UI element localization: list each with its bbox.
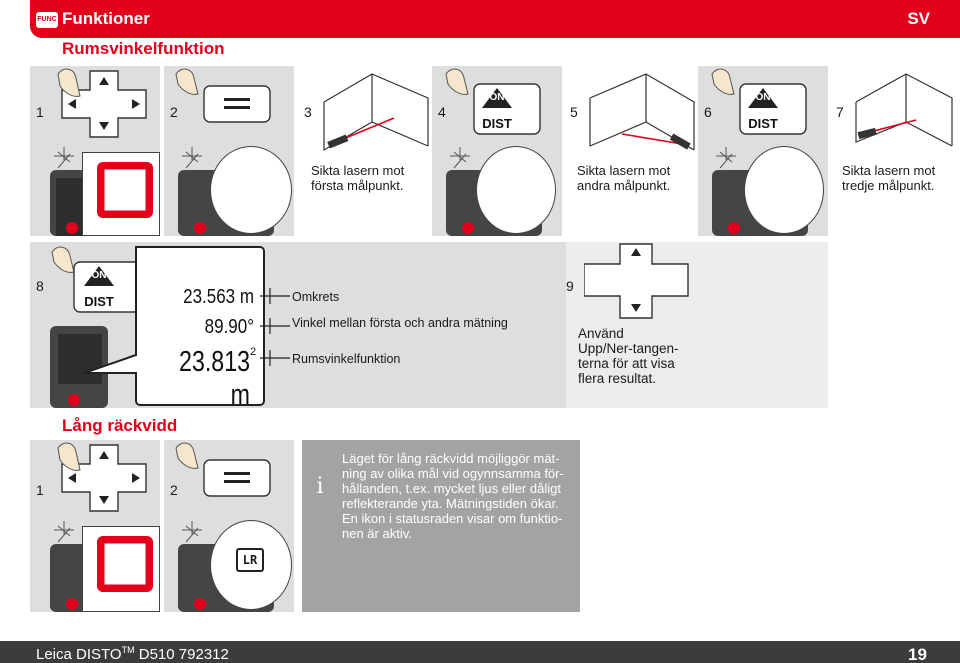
instruction-text: Sikta lasern mot tredje målpunkt. [842,163,936,193]
product-model: D510 792312 [134,646,229,663]
on-label: ON [489,92,505,103]
dpad-icon [46,66,161,141]
instruction-text: Sikta lasern mot första målpunkt. [311,163,405,193]
room-angle-icon [95,160,155,220]
step-number: 7 [836,104,844,120]
room-corner-laser-icon [316,70,440,156]
step-number: 6 [704,104,712,120]
step-number: 2 [170,482,178,498]
step-number: 4 [438,104,446,120]
label-angle: Vinkel mellan första och andra mätning [292,316,508,330]
display-disc [744,146,824,234]
display-disc [476,146,556,234]
on-label: ON [755,92,771,103]
section-title-long-range: Lång räckvidd [62,416,181,436]
page-title: Funktioner [62,9,150,28]
trademark: TM [121,645,135,655]
label-perimeter: Omkrets [292,290,340,304]
display-superscript: 2 [250,346,257,358]
display-disc [210,146,292,234]
room-angle-icon [95,534,155,594]
dist-label: DIST [84,294,114,309]
long-range-icon: LR [236,548,264,572]
room-corner-laser-icon [582,70,706,156]
label-room-angle: Rumsvinkelfunktion [292,352,401,366]
step-number: 5 [570,104,578,120]
step-number: 1 [36,104,44,120]
footer-product [36,645,229,663]
step-number: 3 [304,104,312,120]
step-number: 1 [36,482,44,498]
func-icon: FUNC [36,12,58,28]
page-number: 19 [908,645,927,663]
equals-button-icon [168,440,278,515]
header-bar [30,0,960,38]
equals-button-icon [168,66,278,141]
dpad-icon [46,440,161,515]
display-line-perimeter: 23.563 m [183,286,254,308]
info-icon: i [316,474,324,499]
step-number: 2 [170,104,178,120]
language-tag: SV [907,9,930,28]
dist-label: DIST [748,116,778,131]
product-name: Leica DISTO [36,646,122,663]
step-number: 8 [36,278,44,294]
step-number: 9 [566,278,574,294]
display-line-angle: 89.90° [204,316,254,338]
section-title-room-angle: Rumsvinkelfunktion [62,39,230,59]
display-line-area: 23.813 m [179,346,250,411]
on-label: ON [91,270,107,281]
dist-label: DIST [482,116,512,131]
leader-lines [260,288,292,368]
instruction-text: Använd Upp/Ner-tangen- terna för att visa flera resultat. [578,326,679,386]
info-text: Läget för lång räckvidd möjliggör mät- ning av olika mål vid ogynnsamma för- hållanden, t.ex. mycket ljus eller dåligt reflekterande yta. Mätningstiden ökar. En ikon i statusraden visar om funktio- nen är aktiv. [342,451,564,541]
up-down-dpad-icon [584,242,704,322]
room-corner-laser-icon [850,70,960,156]
instruction-text: Sikta lasern mot andra målpunkt. [577,163,671,193]
